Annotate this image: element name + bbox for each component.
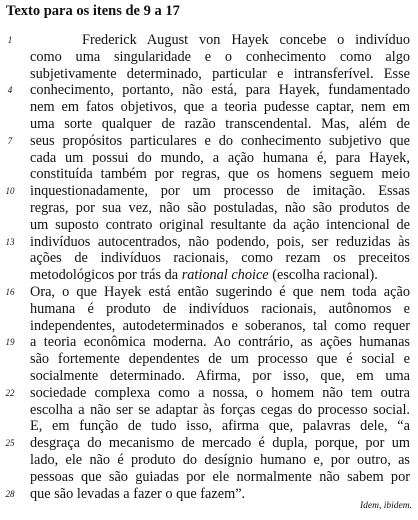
text-line: sociedade complexa como a nossa, o homem não tem outra <box>30 385 410 401</box>
italic-term: rational choice <box>181 267 269 283</box>
text-line: como uma singularidade e o conhecimento como algo <box>30 49 410 65</box>
text-line: Frederick August von Hayek concebe o indivíduo <box>82 32 410 48</box>
text-line: são fortemente dependentes de um processo que é social e <box>30 351 410 367</box>
line-number: 16 <box>5 287 15 297</box>
text-line: seus propósitos particulares e do conhecimento subjetivo que <box>30 133 410 149</box>
line-number: 28 <box>5 489 15 499</box>
text-line: desgraça do mecanismo de mercado é dupla, porque, por um <box>30 435 410 451</box>
line-number: 4 <box>7 85 13 95</box>
line-number: 19 <box>5 337 15 347</box>
line-number: 22 <box>5 388 15 398</box>
text-line: escolha a não ser se adaptar às forças cegas do processo social. <box>30 402 410 418</box>
line-number: 10 <box>5 186 15 196</box>
text-line: a teoria econômica moderna. Ao contrário, as ações humanas <box>30 334 410 350</box>
text-line: regras, por sua vez, não são postuladas, não são produtos de <box>30 200 410 216</box>
text-line: socialmente determinado. Afirma, por isso, que, em uma <box>30 368 410 384</box>
text-line: pessoas que são guiadas por ele normalmente não sabem por <box>30 469 410 485</box>
source-citation: Idem, ibidem. <box>360 501 412 511</box>
section-heading: Texto para os itens de 9 a 17 <box>6 3 180 19</box>
line-number: 13 <box>5 237 15 247</box>
line-number: 7 <box>7 136 13 146</box>
text-line: uma sorte qualquer de razão transcendental. Mas, além de <box>30 116 410 132</box>
text-line: ações de indivíduos racionais, como rezam os preceitos <box>30 250 410 266</box>
text-line: lado, ele não é produto do desígnio humano e, por outro, as <box>30 452 410 468</box>
text-fragment: metodológicos por trás da <box>30 267 182 283</box>
text-line: constituída também por regras, que os homens seguem meio <box>30 166 410 182</box>
text-line: inquestionadamente, por um processo de imitação. Essas <box>30 183 410 199</box>
line-number: 1 <box>7 35 13 45</box>
text-line: que são levadas a fazer o que fazem”. <box>30 486 246 502</box>
text-line: indivíduos autocentrados, não podendo, pois, ser reduzidas às <box>30 234 410 250</box>
text-line: E, em função de tudo isso, afirma que, palavras dele, “a <box>30 418 410 434</box>
text-line: subjetivamente determinado, particular e intransferível. Esse <box>30 66 410 82</box>
text-line: conhecimento, portanto, não está, para Hayek, fundamentado <box>30 82 410 98</box>
text-line: independentes, autodeterminados e soberanos, tal como requer <box>30 318 410 334</box>
text-line: cada um possui do mundo, a ação humana é, para Hayek, <box>30 150 410 166</box>
text-fragment: (escolha racional). <box>268 267 378 283</box>
text-line: humana é produto de indivíduos racionais, autônomos e <box>30 301 410 317</box>
text-line: um suposto contrato original resultante da ação intencional de <box>30 217 410 233</box>
text-line: Ora, o que Hayek está então sugerindo é que nem toda ação <box>30 284 410 300</box>
line-number: 25 <box>5 438 15 448</box>
text-line: nem em fatos objetivos, que a teoria pudesse captar, nem em <box>30 99 410 115</box>
